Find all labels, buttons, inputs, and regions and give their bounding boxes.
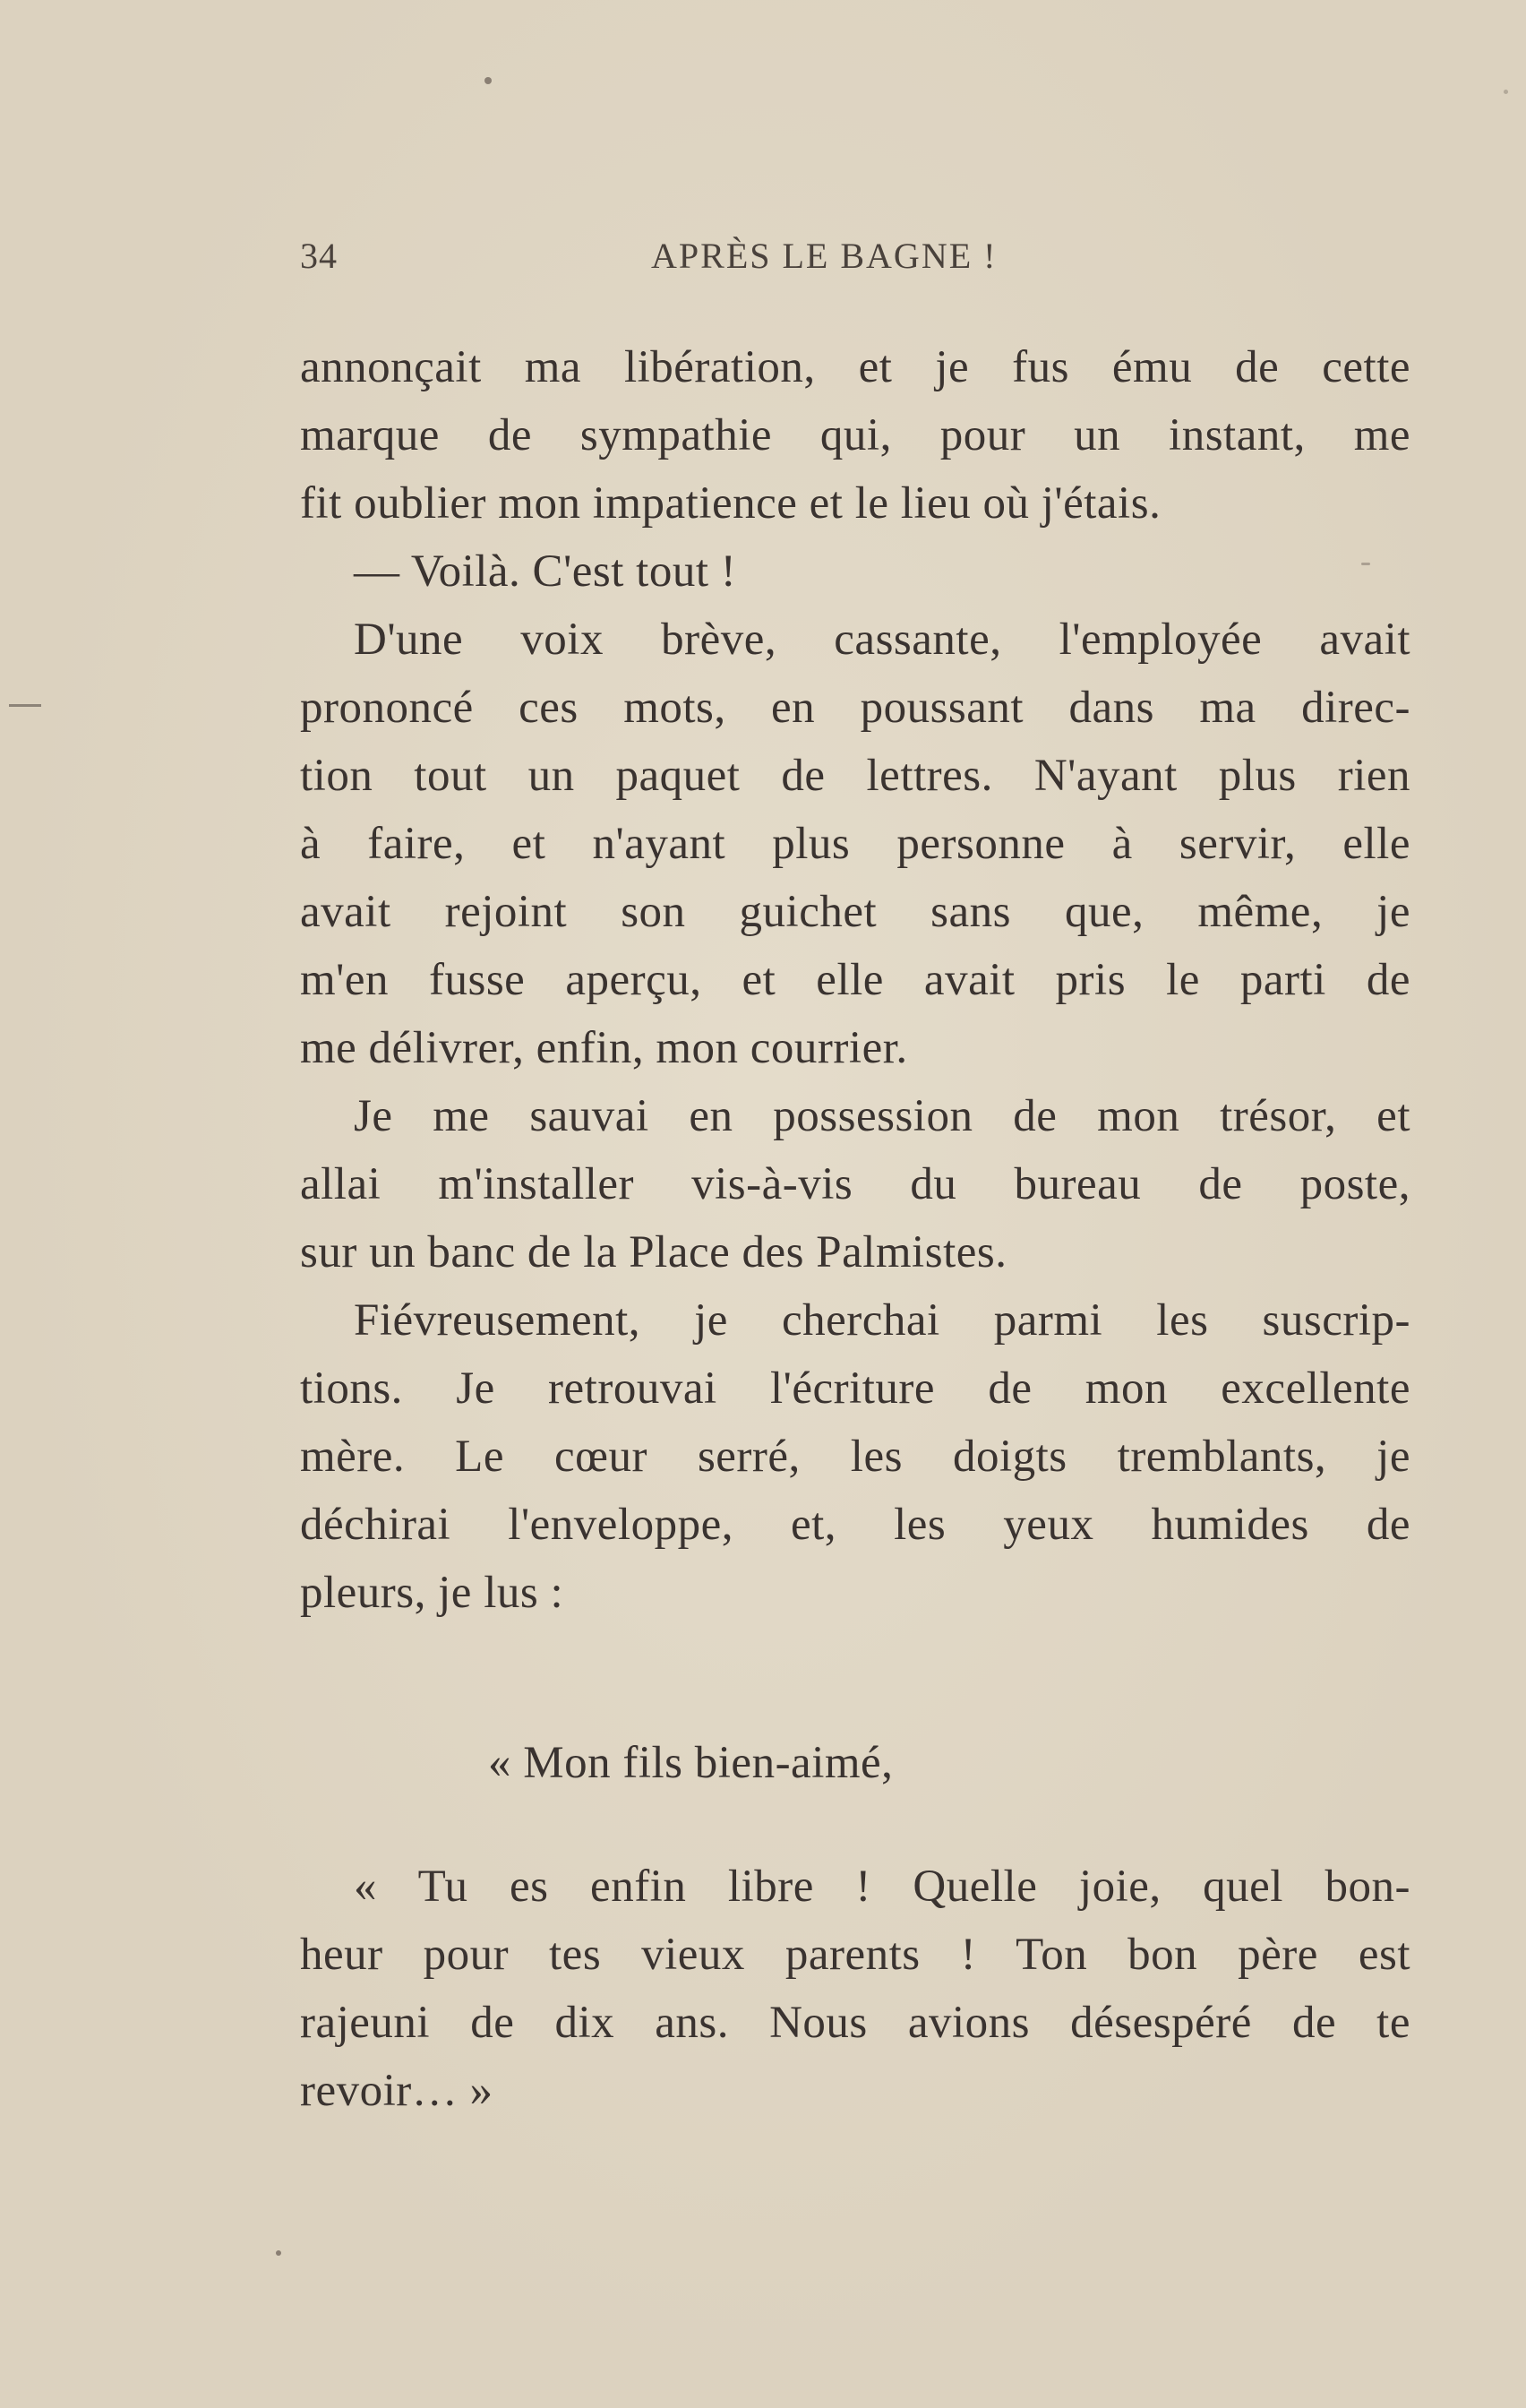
page-header [300, 235, 1410, 288]
text-line: sur un banc de la Place des Palmistes. [300, 1227, 1007, 1277]
text-line: me délivrer, enfin, mon courrier. [300, 1023, 908, 1073]
body-text [300, 333, 1410, 1627]
text-line: avait rejoint son guichet sans que, même, je [300, 887, 1410, 937]
text-line: prononcé ces mots, en poussant dans ma direc- [300, 683, 1410, 733]
text-line: D'une voix brève, cassante, l'employée avait [354, 615, 1410, 665]
text-line: marque de sympathie qui, pour un instant, me [300, 410, 1410, 460]
text-line: m'en fusse aperçu, et elle avait pris le parti de [300, 955, 1410, 1005]
text-line: annonçait ma libération, et je fus ému de cette [300, 342, 1410, 392]
text-line: « Tu es enfin libre ! Quelle joie, quel bon- [354, 1862, 1410, 1912]
page-number: 34 [300, 236, 338, 276]
ink-speck [1504, 90, 1508, 94]
text-line: heur pour tes vieux parents ! Ton bon père est [300, 1930, 1410, 1980]
text-line: Fiévreusement, je cherchai parmi les suscrip- [354, 1295, 1410, 1346]
text-line: fit oublier mon impatience et le lieu où j'étais. [300, 478, 1162, 529]
text-line: pleurs, je lus : [300, 1568, 564, 1618]
letter-text [300, 1853, 1410, 2125]
text-line: déchirai l'enveloppe, et, les yeux humides de [300, 1500, 1410, 1550]
ink-speck [276, 2250, 281, 2256]
text-line: tions. Je retrouvai l'écriture de mon excellente [300, 1363, 1410, 1414]
text-line: revoir… » [300, 2066, 493, 2116]
text-line: mère. Le cœur serré, les doigts tremblants, je [300, 1432, 1410, 1482]
text-line: tion tout un paquet de lettres. N'ayant plus rien [300, 751, 1410, 801]
text-line: Je me sauvai en possession de mon trésor, et [354, 1091, 1410, 1141]
text-line: allai m'installer vis-à-vis du bureau de poste, [300, 1159, 1410, 1209]
ink-speck [484, 77, 492, 84]
running-title: APRÈS LE BAGNE ! [651, 236, 998, 276]
text-line: rajeuni de dix ans. Nous avions désespéré de te [300, 1998, 1410, 2048]
margin-mark [9, 704, 41, 707]
text-line: — Voilà. C'est tout ! [354, 546, 737, 597]
text-line: à faire, et n'ayant plus personne à servir, elle [300, 819, 1410, 869]
letter-salutation: « Mon fils bien-aimé, [488, 1738, 894, 1788]
